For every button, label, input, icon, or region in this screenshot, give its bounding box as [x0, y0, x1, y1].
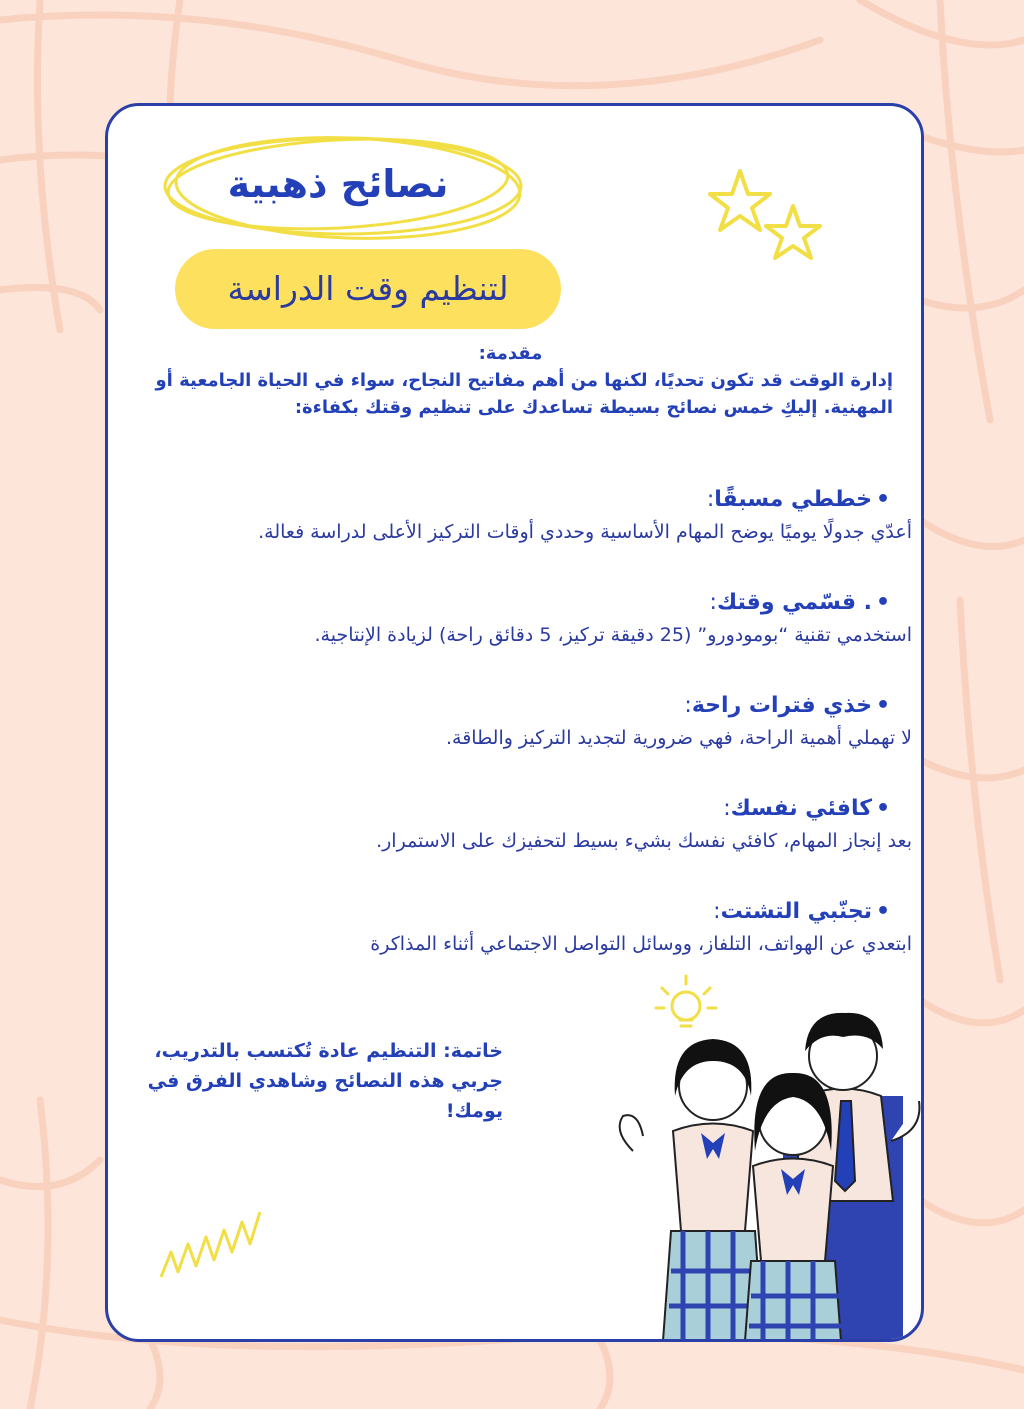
girl-left-figure: [620, 1039, 763, 1341]
stars-icon: [708, 166, 848, 276]
tip-title-text: تجنّبي التشتت: [720, 899, 872, 924]
tip-item: [118, 793, 912, 896]
zigzag-icon: [156, 1182, 266, 1282]
tip-colon: :: [706, 487, 715, 512]
bullet-icon: •: [875, 693, 890, 718]
conclusion-line-2: جربي هذه النصائح وشاهدي الفرق في: [147, 1070, 503, 1092]
tip-body: استخدمي تقنية “بومودورو” (25 دقيقة تركيز، 5 دقائق راحة) لزيادة الإنتاجية.: [314, 624, 912, 646]
tip-body: بعد إنجاز المهام، كافئي نفسك بشيء بسيط لتحفيزك على الاستمرار.: [376, 830, 912, 852]
bullet-icon: •: [875, 796, 890, 821]
tip-colon: :: [684, 693, 692, 718]
tip-item: [118, 587, 912, 690]
title-block: [148, 116, 528, 246]
tip-colon: :: [723, 796, 731, 821]
conclusion-line-1: خاتمة: التنظيم عادة تُكتسب بالتدريب،: [154, 1040, 503, 1062]
tip-title: [118, 896, 912, 928]
tip-item: [118, 896, 912, 999]
tip-title: [118, 793, 912, 825]
tip-body: أعدّي جدولًا يوميًا يوضح المهام الأساسية وحددي أوقات التركيز الأعلى لدراسة فعالة.: [258, 521, 912, 543]
tip-title-text: خططي مسبقًا: [714, 487, 872, 512]
tip-title: [118, 484, 912, 516]
tip-item: [118, 690, 912, 793]
page-subtitle: لتنظيم وقت الدراسة: [227, 269, 509, 308]
tip-item: [118, 484, 912, 587]
tip-title-text: كافئي نفسك: [730, 796, 872, 821]
tip-title: [118, 587, 912, 619]
conclusion-line-3: يومك!: [445, 1100, 503, 1122]
tip-title-text: خذي فترات راحة: [691, 693, 872, 718]
bullet-icon: •: [875, 590, 890, 615]
girl-middle-figure: [745, 1073, 841, 1341]
tip-title-text: . قسّمي وقتك: [716, 590, 872, 615]
bullet-icon: •: [875, 487, 890, 512]
bullet-icon: •: [875, 899, 890, 924]
tip-title: [118, 690, 912, 722]
intro-line-2: المهنية. إليكِ خمس نصائح بسيطة تساعدك على تنظيم وقتك بكفاءة:: [294, 397, 893, 418]
intro-line-1: إدارة الوقت قد تكون تحديًا، لكنها من أهم مفاتيح النجاح، سواء في الحياة الجامعية أو: [155, 370, 893, 391]
tip-colon: :: [713, 899, 721, 924]
tip-colon: :: [709, 590, 717, 615]
intro-section: [128, 340, 893, 421]
conclusion-section: [113, 1036, 503, 1126]
tips-list: [118, 484, 912, 999]
intro-heading: مقدمة:: [478, 343, 543, 364]
tip-body: لا تهملي أهمية الراحة، فهي ضرورية لتجديد التركيز والطاقة.: [445, 727, 912, 749]
content-card: [105, 103, 924, 1342]
page-title: نصائح ذهبية: [227, 162, 449, 206]
tip-body: ابتعدي عن الهواتف، التلفاز، ووسائل التواصل الاجتماعي أثناء المذاكرة: [370, 933, 912, 955]
students-illustration: [483, 1001, 923, 1341]
subtitle-banner: [175, 249, 561, 329]
